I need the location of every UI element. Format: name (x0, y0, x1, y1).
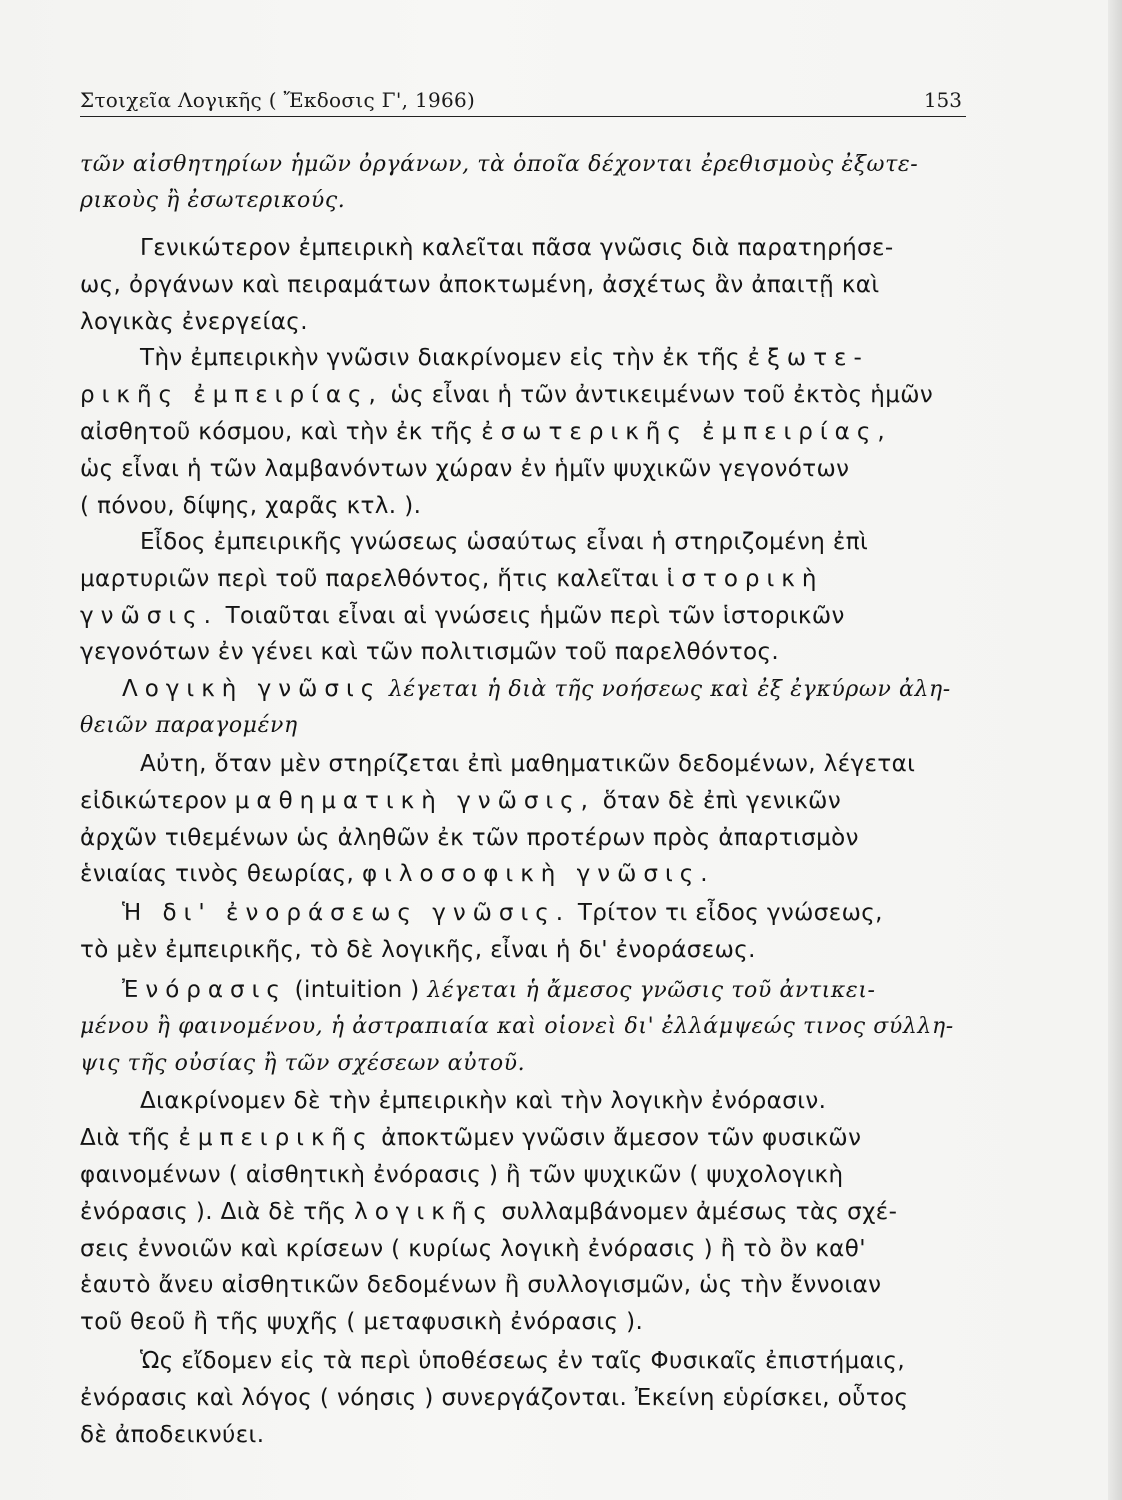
emphasized-term: ἐμπειρικῆς (178, 1125, 374, 1151)
text-line (80, 1231, 866, 1267)
emphasized-term: φιλοσοφικὴ γνῶσις. (361, 861, 715, 887)
text-line (80, 820, 859, 856)
text-segment: Εἶδος ἐμπειρικῆς γνώσεως ὡσαύτως εἶναι ἡ στηριζομένη ἐπὶ (140, 529, 869, 555)
emphasized-term: Ἐνόρασις (122, 977, 287, 1003)
text-segment: ὡς εἶναι ἡ τῶν ἀντικειμένων τοῦ ἐκτὸς ἡμῶν (382, 382, 934, 408)
text-segment: ἐνόρασις ). Διὰ δὲ τῆς (80, 1199, 355, 1225)
text-segment: γεγονότων ἐν γένει καὶ τῶν πολιτισμῶν τοῦ παρελθόντος. (80, 639, 780, 665)
italic-text: θειῶν παραγομένη (80, 713, 298, 738)
italic-text: μένου ἢ φαινομένου, ἡ ἀστραπιαία καὶ οἱονεὶ δι' ἐλλάμψεώς τινος σύλλη- (80, 1014, 954, 1039)
text-line (80, 932, 756, 968)
text-line (80, 1008, 954, 1044)
text-segment: λογικὰς ἐνεργείας. (80, 309, 308, 335)
text-line (80, 1304, 643, 1340)
emphasized-term: ἱστορικὴ (666, 566, 824, 592)
emphasized-term: λογικῆς (354, 1199, 494, 1225)
header-title: Στοιχεῖα Λογικῆς ( Ἔκδοσις Γ', 1966) (80, 88, 476, 112)
italic-text: ψις τῆς οὐσίας ἢ τῶν σχέσεων αὐτοῦ. (80, 1051, 526, 1076)
text-segment: ἐνόρασις καὶ λόγος ( νόησις ) συνεργάζονται. Ἐκείνη εὑρίσκει, οὗτος (80, 1385, 909, 1411)
text-segment: τὸ μὲν ἐμπειρικῆς, τὸ δὲ λογικῆς, εἶναι ἡ δι' ἐνοράσεως. (80, 937, 756, 963)
text-segment: Ὡς εἴδομεν εἰς τὰ περὶ ὑποθέσεως ἐν ταῖς Φυσικαῖς ἐπιστήμαις, (140, 1348, 906, 1374)
text-line (140, 1343, 905, 1379)
running-header (80, 86, 966, 117)
text-segment: ἀποκτῶμεν γνῶσιν ἄμεσον τῶν φυσικῶν (373, 1125, 862, 1151)
text-line (80, 1267, 881, 1303)
text-segment: ἑνιαίας τινὸς θεωρίας, (80, 861, 362, 887)
emphasized-term: ἐσωτερικῆς ἐμπειρίας, (481, 419, 892, 445)
emphasized-term: Ἡ δι' ἐνοράσεως γνῶσις. (122, 900, 571, 926)
emphasized-term: γνῶσις. (80, 603, 218, 629)
text-line (80, 634, 779, 670)
text-line (140, 230, 894, 266)
text-segment: Τρίτον τι εἶδος γνώσεως, (570, 900, 883, 926)
text-line (80, 146, 918, 182)
text-segment: Γενικώτερον ἐμπειρικὴ καλεῖται πᾶσα γνῶσις διὰ παρατηρήσε- (140, 235, 894, 261)
text-segment: ὡς εἶναι ἡ τῶν λαμβανόντων χώραν ἐν ἡμῖν ψυχικῶν γεγονότων (80, 456, 850, 482)
text-segment: (intuition ) (286, 977, 428, 1003)
italic-text: τῶν αἰσθητηρίων ἡμῶν ὀργάνων, τὰ ὁποῖα δέχονται ἐρεθισμοὺς ἐξωτε- (80, 152, 919, 177)
text-line (122, 671, 951, 707)
emphasized-term: μαθηματικὴ γνῶσις, (234, 788, 595, 814)
text-line (80, 304, 308, 340)
text-line (122, 972, 876, 1008)
text-segment: δὲ ἀποδεικνύει. (80, 1422, 265, 1448)
text-line (140, 746, 915, 782)
text-segment: ὅταν δὲ ἐπὶ γενικῶν (595, 788, 842, 814)
text-segment: ἀρχῶν τιθεμένων ὡς ἀληθῶν ἐκ τῶν προτέρων πρὸς ἀπαρτισμὸν (80, 825, 859, 851)
text-line (80, 488, 421, 524)
text-segment: εἰδικώτερον (80, 788, 235, 814)
text-segment: ως, ὀργάνων καὶ πειραμάτων ἀποκτωμένη, ἀσχέτως ἂν ἀπαιτῇ καὶ (80, 272, 880, 298)
italic-text: λέγεται ἡ ἄμεσος γνῶσις τοῦ ἀντικει- (427, 978, 876, 1003)
text-line (80, 1045, 525, 1081)
text-segment: σεις ἐννοιῶν καὶ κρίσεων ( κυρίως λογικὴ ἐνόρασις ) ἢ τὸ ὂν καθ' (80, 1236, 866, 1262)
text-line (140, 524, 868, 560)
page-number: 153 (923, 88, 962, 112)
text-segment: συλλαμβάνομεν ἀμέσως τὰς σχέ- (493, 1199, 898, 1225)
text-segment: Αὐτη, ὅταν μὲν στηρίζεται ἐπὶ μαθηματικῶν δεδομένων, λέγεται (140, 751, 916, 777)
text-line (80, 1380, 908, 1416)
text-line (80, 598, 845, 634)
text-line (80, 377, 933, 413)
text-segment: ἑαυτὸ ἄνευ αἰσθητικῶν δεδομένων ἢ συλλογισμῶν, ὡς τὴν ἔννοιαν (80, 1272, 882, 1298)
text-line (80, 561, 823, 597)
text-line (80, 451, 849, 487)
text-line (80, 707, 298, 743)
text-segment: μαρτυριῶν περὶ τοῦ παρελθόντος, ἥτις καλεῖται (80, 566, 667, 592)
text-line (80, 1120, 861, 1156)
text-segment: Τὴν ἐμπειρικὴν γνῶσιν διακρίνομεν εἰς τὴν ἐκ τῆς (140, 345, 748, 371)
text-line (80, 267, 880, 303)
text-line (80, 783, 841, 819)
text-line (80, 856, 715, 892)
emphasized-term: ρικῆς ἐμπειρίας, (80, 382, 383, 408)
text-line (122, 895, 883, 931)
italic-text: λέγεται ἡ διὰ τῆς νοήσεως καὶ ἐξ ἐγκύρων ἀλη- (381, 677, 951, 702)
text-segment: τοῦ θεοῦ ἢ τῆς ψυχῆς ( μεταφυσικὴ ἐνόρασις ). (80, 1309, 644, 1335)
text-segment: Διακρίνομεν δὲ τὴν ἐμπειρικὴν καὶ τὴν λογικὴν ἐνόρασιν. (140, 1088, 827, 1114)
page-edge (1108, 0, 1122, 1500)
text-segment: Διὰ τῆς (80, 1125, 179, 1151)
emphasized-term: ἐξωτε- (747, 345, 869, 371)
text-segment: φαινομένων ( αἰσθητικὴ ἐνόρασις ) ἢ τῶν ψυχικῶν ( ψυχολογικὴ (80, 1162, 844, 1188)
text-segment: αἰσθητοῦ κόσμου, καὶ τὴν ἐκ τῆς (80, 419, 482, 445)
text-segment: ( πόνου, δίψης, χαρᾶς κτλ. ). (80, 493, 422, 519)
emphasized-term: Λογικὴ γνῶσις (122, 676, 382, 702)
text-line (140, 340, 869, 376)
text-line (80, 182, 345, 218)
text-line (80, 1417, 264, 1453)
text-line (140, 1083, 826, 1119)
text-line (80, 1194, 897, 1230)
text-line (80, 414, 892, 450)
italic-text: ρικοὺς ἢ ἐσωτερικούς. (80, 188, 346, 213)
text-line (80, 1157, 843, 1193)
text-segment: Τοιαῦται εἶναι αἱ γνώσεις ἡμῶν περὶ τῶν ἱστορικῶν (217, 603, 845, 629)
